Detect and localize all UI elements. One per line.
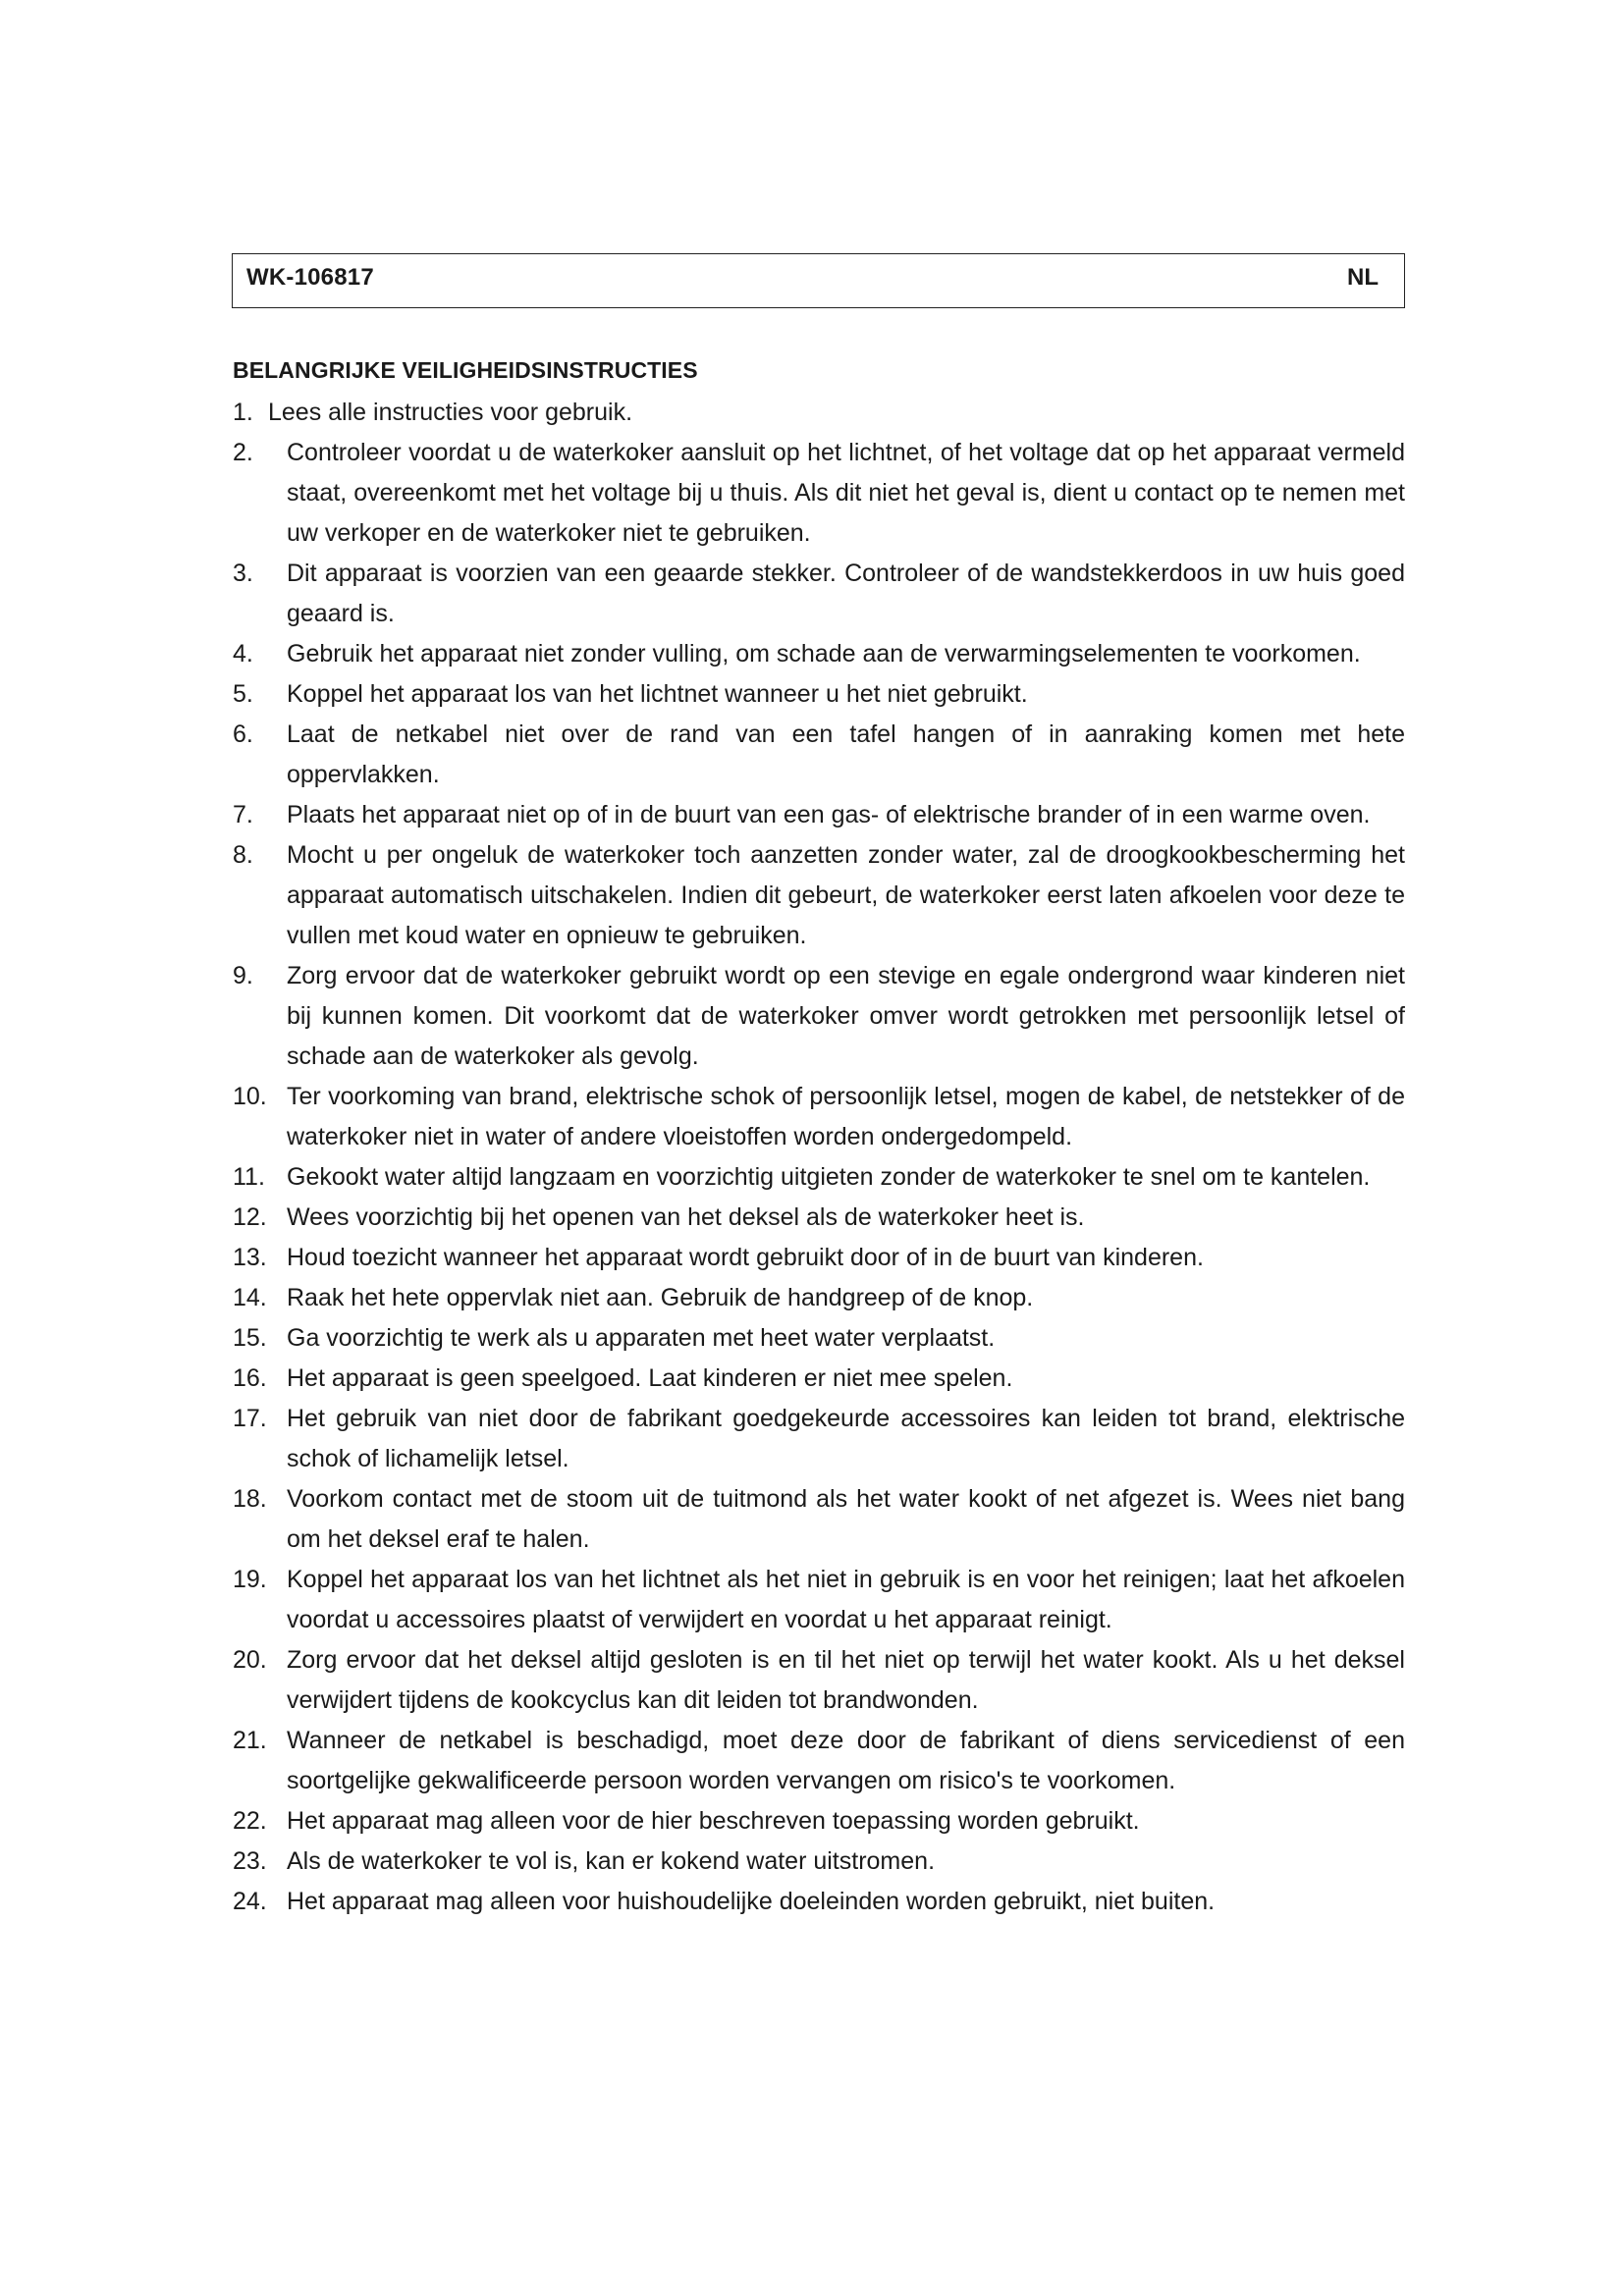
language-code: NL xyxy=(1347,264,1379,291)
item-text: Raak het hete oppervlak niet aan. Gebruik de handgreep of de knop. xyxy=(287,1284,1034,1311)
list-item xyxy=(233,956,1405,1077)
item-number: 14. xyxy=(233,1284,267,1311)
item-text: Plaats het apparaat niet op of in de buurt van een gas- of elektrische brander of in een warme oven. xyxy=(287,801,1371,828)
item-number: 18. xyxy=(233,1485,267,1513)
item-number: 20. xyxy=(233,1646,267,1674)
item-text: Controleer voordat u de waterkoker aansluit op het lichtnet, of het voltage dat op het apparaat vermeld staat, overeenkomt met het voltage bij u thuis. Als dit niet het geval is, dient u contact op te nemen met uw verkoper en de waterkoker niet te gebruiken. xyxy=(287,439,1405,547)
item-text: Wanneer de netkabel is beschadigd, moet deze door de fabrikant of diens servicedienst of een soortgelijke gekwalificeerde persoon worden vervangen om risico's te voorkomen. xyxy=(287,1727,1405,1794)
list-item xyxy=(233,1318,1405,1359)
document-header xyxy=(232,253,1405,308)
item-number: 10. xyxy=(233,1083,267,1110)
list-item xyxy=(233,674,1405,715)
list-item xyxy=(233,1479,1405,1560)
list-item xyxy=(233,433,1405,554)
list-item xyxy=(233,1359,1405,1399)
item-number: 13. xyxy=(233,1244,267,1271)
list-item xyxy=(233,1721,1405,1801)
item-number: 5. xyxy=(233,680,253,708)
list-item xyxy=(233,1882,1405,1922)
list-item xyxy=(233,1801,1405,1842)
item-text: Het apparaat mag alleen voor huishoudelijke doeleinden worden gebruikt, niet buiten. xyxy=(287,1888,1216,1915)
item-text: Laat de netkabel niet over de rand van een tafel hangen of in aanraking komen met hete oppervlakken. xyxy=(287,721,1405,788)
item-number: 9. xyxy=(233,962,253,989)
item-text: Zorg ervoor dat de waterkoker gebruikt wordt op een stevige en egale ondergrond waar kinderen niet bij kunnen komen. Dit voorkomt dat de waterkoker omver wordt getrokken met persoonlijk letsel of schade aan de waterkoker als gevolg. xyxy=(287,962,1405,1070)
item-number: 12. xyxy=(233,1203,267,1231)
item-text: Ter voorkoming van brand, elektrische schok of persoonlijk letsel, mogen de kabel, de netstekker of de waterkoker niet in water of andere vloeistoffen worden ondergedompeld. xyxy=(287,1083,1405,1150)
list-item xyxy=(233,1157,1405,1198)
item-text: Het gebruik van niet door de fabrikant goedgekeurde accessoires kan leiden tot brand, elektrische schok of lichamelijk letsel. xyxy=(287,1405,1405,1472)
list-item xyxy=(233,393,1405,433)
item-number: 4. xyxy=(233,640,253,667)
item-text: Ga voorzichtig te werk als u apparaten met heet water verplaatst. xyxy=(287,1324,996,1352)
list-item xyxy=(233,1198,1405,1238)
item-number: 3. xyxy=(233,560,253,587)
list-item xyxy=(233,1640,1405,1721)
item-number: 6. xyxy=(233,721,253,748)
item-number: 23. xyxy=(233,1847,267,1875)
item-text: Koppel het apparaat los van het lichtnet wanneer u het niet gebruikt. xyxy=(287,680,1028,708)
item-number: 7. xyxy=(233,801,253,828)
list-item xyxy=(233,634,1405,674)
item-text: Voorkom contact met de stoom uit de tuitmond als het water kookt of net afgezet is. Wees niet bang om het deksel eraf te halen. xyxy=(287,1485,1405,1553)
item-text: Als de waterkoker te vol is, kan er kokend water uitstromen. xyxy=(287,1847,936,1875)
item-text: Wees voorzichtig bij het openen van het deksel als de waterkoker heet is. xyxy=(287,1203,1085,1231)
item-number: 16. xyxy=(233,1364,267,1392)
item-number: 24. xyxy=(233,1888,267,1915)
item-text: Mocht u per ongeluk de waterkoker toch aanzetten zonder water, zal de droogkookbescherming het apparaat automatisch uitschakelen. Indien dit gebeurt, de waterkoker eerst laten afkoelen voor deze te vullen met koud water en opnieuw te gebruiken. xyxy=(287,841,1405,949)
model-number: WK-106817 xyxy=(246,264,374,291)
list-item xyxy=(233,554,1405,634)
item-text: Lees alle instructies voor gebruik. xyxy=(268,399,633,426)
item-text: Het apparaat is geen speelgoed. Laat kinderen er niet mee spelen. xyxy=(287,1364,1013,1392)
item-number: 22. xyxy=(233,1807,267,1835)
item-text: Dit apparaat is voorzien van een geaarde stekker. Controleer of de wandstekkerdoos in uw huis goed geaard is. xyxy=(287,560,1405,627)
list-item xyxy=(233,795,1405,835)
list-item xyxy=(233,1399,1405,1479)
list-item xyxy=(233,1560,1405,1640)
list-item xyxy=(233,1238,1405,1278)
list-item xyxy=(233,1077,1405,1157)
item-number: 11. xyxy=(233,1163,265,1191)
item-text: Zorg ervoor dat het deksel altijd gesloten is en til het niet op terwijl het water kookt. Als u het deksel verwijdert tijdens de kookcyclus kan dit leiden tot brandwonden. xyxy=(287,1646,1405,1714)
item-number: 2. xyxy=(233,439,253,466)
section-title: BELANGRIJKE VEILIGHEIDSINSTRUCTIES xyxy=(233,357,698,383)
item-number: 8. xyxy=(233,841,253,869)
safety-instructions-list xyxy=(233,393,1405,1922)
list-item xyxy=(233,1842,1405,1882)
item-text: Koppel het apparaat los van het lichtnet als het niet in gebruik is en voor het reinigen; laat het afkoelen voordat u accessoires plaatst of verwijdert en voordat u het apparaat reinigt. xyxy=(287,1566,1405,1633)
item-number: 21. xyxy=(233,1727,267,1754)
item-text: Gebruik het apparaat niet zonder vulling, om schade aan de verwarmingselementen te voorkomen. xyxy=(287,640,1361,667)
item-number: 17. xyxy=(233,1405,267,1432)
item-text: Gekookt water altijd langzaam en voorzichtig uitgieten zonder de waterkoker te snel om te kantelen. xyxy=(287,1163,1371,1191)
item-number: 15. xyxy=(233,1324,267,1352)
list-item xyxy=(233,715,1405,795)
list-item xyxy=(233,1278,1405,1318)
list-item xyxy=(233,835,1405,956)
item-text: Het apparaat mag alleen voor de hier beschreven toepassing worden gebruikt. xyxy=(287,1807,1140,1835)
item-number: 1. xyxy=(233,399,253,426)
item-number: 19. xyxy=(233,1566,267,1593)
item-text: Houd toezicht wanneer het apparaat wordt gebruikt door of in de buurt van kinderen. xyxy=(287,1244,1204,1271)
